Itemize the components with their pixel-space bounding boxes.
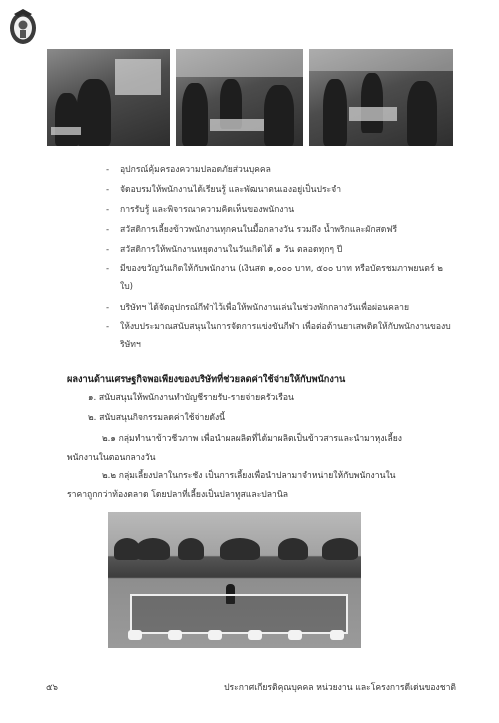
sub-item-line: ราคาถูกกว่าท้องตลาด โดยปลาที่เลี้ยงเป็นปลาทูสและปลานิล <box>67 490 288 500</box>
numbered-item: ๒. สนับสนุนกิจกรรมลดค่าใช้จ่ายดังนี้ <box>88 413 226 423</box>
sub-item-line: ๒.๑ กลุ่มทำนาข้าวชีวภาพ เพื่อนำผลผลิตที่ได้มาผลิตเป็นข้าวสารและนำมาหุงเลี้ยง <box>102 434 402 444</box>
sub-item-line: พนักงานในตอนกลางวัน <box>67 453 156 463</box>
emblem-icon <box>8 8 38 46</box>
list-item: - สวัสดิการให้พนักงานหยุดงานในวันเกิดได้ ๑ วัน ตลอดทุกๆ ปี <box>106 245 343 255</box>
photo-group-activity <box>309 49 453 146</box>
numbered-item: ๑. สนับสนุนให้พนักงานทำบัญชีรายรับ-รายจ่ายครัวเรือน <box>88 393 294 403</box>
list-item: - การรับรู้ และพิจารณาความคิดเห็นของพนักงาน <box>106 205 295 215</box>
page-number: ๕๖ <box>46 683 58 693</box>
footer-caption: ประกาศเกียรติคุณบุคคล หน่วยงาน และโครงการดีเด่นของชาติ <box>224 683 456 693</box>
section-title: ผลงานด้านเศรษฐกิจพอเพียงของบริษัทที่ช่วยลดค่าใช้จ่ายให้กับพนักงาน <box>67 374 346 385</box>
list-item: - สวัสดิการเลี้ยงข้าวพนักงานทุกคนในมื้อกลางวัน รวมถึง น้ำพริกและผักสดฟรี <box>106 225 398 235</box>
list-item: - จัดอบรมให้พนักงานได้เรียนรู้ และพัฒนาตนเองอยู่เป็นประจำ <box>106 185 342 195</box>
list-item: - บริษัทฯ ได้จัดอุปกรณ์กีฬาไว้เพื่อให้พนักงานเล่นในช่วงพักกลางวันเพื่อผ่อนคลาย <box>106 303 409 313</box>
photo-cooking-staff <box>47 49 170 146</box>
page-footer <box>46 680 456 694</box>
list-item: - มีของขวัญวันเกิดให้กับพนักงาน (เงินสด ๑,๐๐๐ บาท, ๕๐๐ บาท หรือบัตรชมภาพยนตร์ ๒ ใบ) <box>106 264 443 292</box>
fish-cage-photo <box>108 512 361 648</box>
photo-staff-registration <box>176 49 303 146</box>
photo-strip <box>47 49 453 146</box>
benefits-list <box>106 160 451 356</box>
sub-item-line: ๒.๒ กลุ่มเลี้ยงปลาในกระชัง เป็นการเลี้ยงเพื่อนำปลามาจำหน่ายให้กับพนักงานใน <box>102 471 396 481</box>
list-item: - ให้งบประมาณสนับสนุนในการจัดการแข่งขันกีฬา เพื่อต่อต้านยาเสพติดให้กับพนักงานของบริษัทฯ <box>106 322 451 350</box>
list-item: - อุปกรณ์คุ้มครองความปลอดภัยส่วนบุคคล <box>106 165 271 175</box>
